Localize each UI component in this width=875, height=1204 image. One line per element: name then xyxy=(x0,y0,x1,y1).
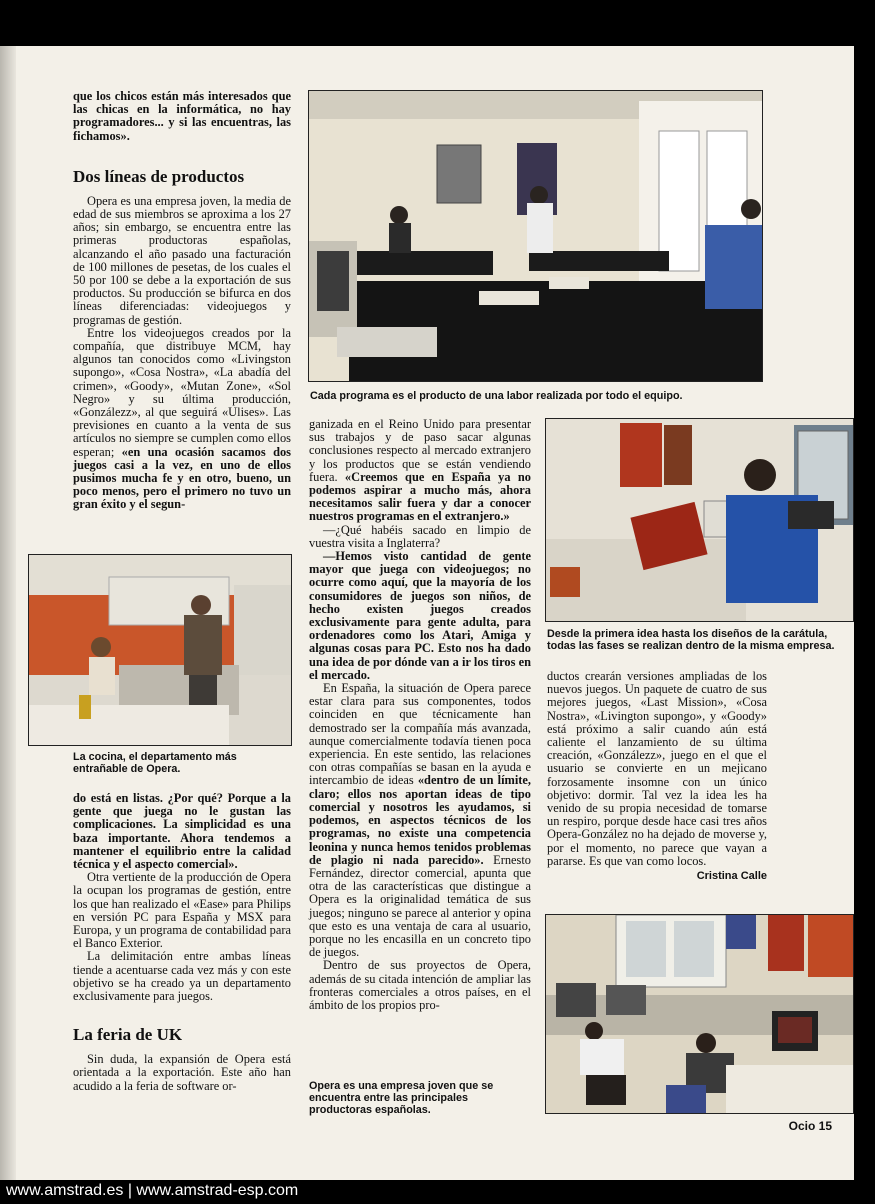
website-footer: www.amstrad.es | www.amstrad-esp.com xyxy=(6,1182,299,1199)
paragraph-spain-situation-text-b: Ernesto Fernández, director comercial, apunta que otra de las características que distingue a Opera es la originalidad temática de sus juegos; ninguno se parece al anterior y opina que esto es una ventaja de cara al usuario, porque no les encasilla en un concreto tipo de juegos. xyxy=(309,852,531,960)
column-1-bottom xyxy=(73,792,291,1093)
paragraph-spain-situation-text-a: En España, la situación de Opera parece estar clara para sus componentes, todos coinciden en que técnicamente han demostrado ser la compañía más avanzada, aunque comercialmente todavía tienen poca experiencia. En este sentido, las relaciones con otras compañías se basan en la ayuda e intercambio de ideas xyxy=(309,681,531,788)
paragraph-simplicity-quote: do está en listas. ¿Por qué? Porque a la gente que juega no le gustan las complicaciones. La simplicidad es una baza importante. Ahora tendemos a mantener el equilibrio entre la calidad técnica y el aspecto comercial». xyxy=(73,791,291,872)
page-binding-shadow xyxy=(0,46,16,1180)
interview-answer: —Hemos visto cantidad de gente mayor que juega con videojuegos; no ocurre como aquí, que la mayoría de los consumidores de juegos son niños, de hecho existen juegos creados exclusivamente para gente adulta, para ordenadores como los Atari, Amiga y algunas cosas para PC. Esto nos ha dado una idea de por dónde van a ir los tiros en el mercado. xyxy=(309,549,531,682)
intro-paragraph: que los chicos están más interesados que las chicas en la informática, no hay programadores... y si las encuentras, las fichamos». xyxy=(73,89,291,143)
page-folio: Ocio 15 xyxy=(788,1119,832,1133)
office-team-photo xyxy=(308,90,763,382)
author-signature: Cristina Calle xyxy=(696,870,767,883)
paragraph-uk-market-text: ganizada en el Reino Unido para presentar sus trabajos y de paso sacar algunas conclusiones respecto al mercado extranjero y los productos que se están vendiendo fuera. xyxy=(309,417,531,484)
column-3 xyxy=(547,670,767,893)
kitchen-photo xyxy=(28,554,292,746)
designer-caption: Desde la primera idea hasta los diseños de la carátula, todas las fases se realizan dentro de la misma empresa. xyxy=(547,628,835,652)
paragraph-uk-market xyxy=(309,418,531,524)
designer-illustration xyxy=(546,419,853,621)
paragraph-spain-situation xyxy=(309,682,531,959)
paragraph-spain-situation-quote: «dentro de un límite, claro; ellos nos aportan ideas de tipo comercial y nosotros les ayudamos, si podemos, en aspectos técnicos de los programas, no existe una competencia leonina y nunca hemos tenidos problemas de plagio ni nada parecido». xyxy=(309,773,531,867)
section-heading-products: Dos líneas de productos xyxy=(73,166,245,186)
paragraph-new-products: ductos crearán versiones ampliadas de los nuevos juegos. Un paquete de cuatro de sus mejores juegos, «Last Mission», «Cosa Nostra», «Livington supongo», y «Goody» está próximo a salir cuando aún está caliente el lanzamiento de su última creación, «Gonzálezz», juego en el que el usuario se convierte en un mejicano forzosamente insomne con un único objetivo: dormir. Tal vez la idea les ha venido de su propia necesidad de tomarse un respiro, porque desde hace casi tres años Opera-González no ha dejado de moverse y, por el momento, no parece que vayan a pararse. Es que van como locos. xyxy=(547,669,767,868)
paragraph-projects: Dentro de sus proyectos de Opera, además de su citada intención de ampliar las fronteras comerciales a otros países, en el ámbito de los propios pro- xyxy=(309,958,531,1012)
paragraph-products-1: Opera es una empresa joven, la media de edad de sus miembros se aproxima a los 27 años; sin embargo, se encuentra entre las primeras productoras españolas, alcanzando el año pasado una facturación de 100 millones de pesetas, de los cuales el 50 por 100 se debe a la exportación de sus productos. Su producción se bifurca en dos líneas diferenciadas: videojuegos y programas de gestión. xyxy=(73,193,291,327)
section-heading-uk-fair: La feria de UK xyxy=(73,1025,183,1045)
interview-question: —¿Qué habéis sacado en limpio de vuestra visita a Inglaterra? xyxy=(309,522,531,550)
column-2 xyxy=(309,418,531,1012)
company-caption: Opera es una empresa joven que se encuentra entre las principales productoras españolas. xyxy=(309,1080,494,1116)
paragraph-management-software: Otra vertiente de la producción de Opera la ocupan los programas de gestión, entre los que han realizado el «Ease» para Philips en versión PC para España y MSX para Europa, y un programa de contabilidad para el Banco Exterior. xyxy=(73,870,291,951)
paragraph-games-department: La delimitación entre ambas líneas tiende a acentuarse cada vez más y con este objetivo se ha creado ya un departamento exclusivamente para juegos. xyxy=(73,949,291,1004)
office-team-caption: Cada programa es el producto de una labor realizada por todo el equipo. xyxy=(310,390,683,402)
magazine-page xyxy=(0,46,854,1180)
paragraph-products-2 xyxy=(73,327,291,512)
designer-photo xyxy=(545,418,854,622)
paragraph-products-2-text: Entre los videojuegos creados por la compañía, que distribuye MCM, hay algunos tan conocidos como «Livingston supongo», «Cosa Nostra», «La abadía del crimen», «Goody», «Mutan Zone», «Sol Negro» y su última producción, «Gonzálezz», al que seguirá «Ulises». Las previsiones en cuanto a la venta de sus artículos no siempre se cumplen como ellos esperan; xyxy=(73,325,291,459)
column-1-top xyxy=(73,90,291,512)
paragraph-products-2-quote: «en una ocasión sacamos dos juegos casi a la vez, en uno de ellos pusimos mucha fe y en otro, bueno, un poco menos, pero el primero no tuvo un gran éxito y el segun- xyxy=(73,444,291,512)
kitchen-photo-illustration xyxy=(29,555,291,745)
kitchen-photo-caption: La cocina, el departamento más entrañable de Opera. xyxy=(73,751,237,775)
paragraph-uk-fair: Sin duda, la expansión de Opera está orientada a la exportación. Este año han acudido a la feria de software or- xyxy=(73,1052,291,1093)
workstation-photo xyxy=(545,914,854,1114)
office-team-illustration xyxy=(309,91,762,381)
workstation-illustration xyxy=(546,915,853,1113)
paragraph-uk-market-quote: «Creemos que en España ya no podemos aspirar a mucho más, ahora necesitamos salir fuera y dar a conocer nuestros programas en el extranjero.» xyxy=(309,469,531,524)
